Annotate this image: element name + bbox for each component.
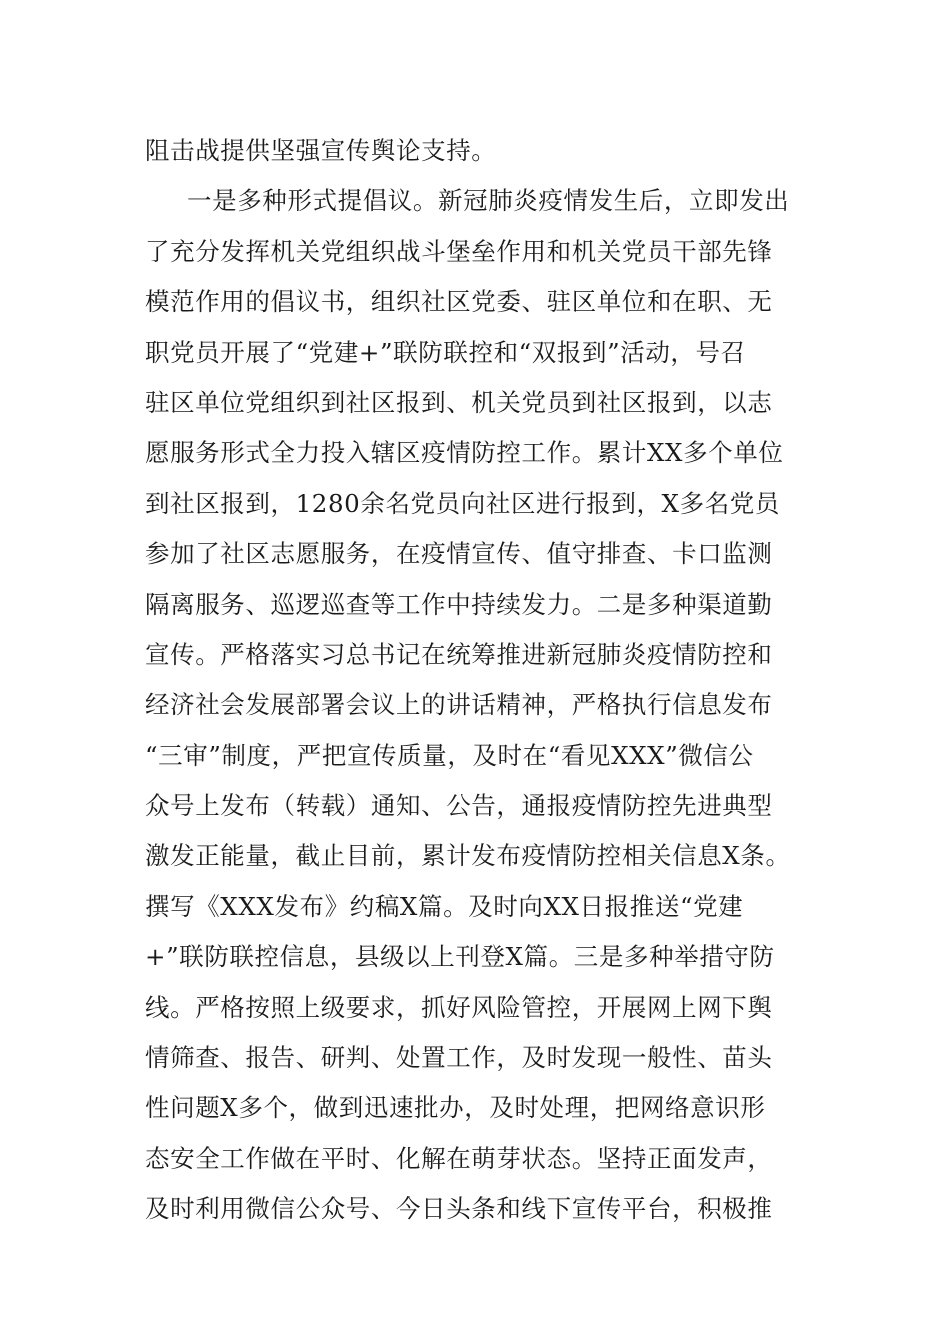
- paragraph-first-line: 一是多种形式提倡议。新冠肺炎疫情发生后，立即发出: [187, 186, 790, 216]
- text-line: “三审”制度，严把宣传质量，及时在“看见XXX”微信公: [145, 740, 754, 770]
- text-line: +”联防联控信息，县级以上刊登X篇。三是多种举措守防: [145, 942, 775, 972]
- text-line: 参加了社区志愿服务，在疫情宣传、值守排查、卡口监测: [145, 539, 773, 569]
- text-line: 阻击战提供坚强宣传舆论支持。: [145, 136, 497, 165]
- text-line: 到社区报到，1280余名党员向社区进行报到，X多名党员: [145, 488, 780, 518]
- text-line: 性问题X多个，做到迅速批办，及时处理，把网络意识形: [145, 1093, 766, 1123]
- text-line: 了充分发挥机关党组织战斗堡垒作用和机关党员干部先锋: [145, 236, 773, 266]
- text-line: 模范作用的倡议书，组织社区党委、驻区单位和在职、无: [145, 287, 773, 317]
- text-line: 职党员开展了“党建+”联防联控和“双报到”活动，号召: [145, 337, 746, 367]
- text-line: 撰写《XXX发布》约稿X篇。及时向XX日报推送“党建: [145, 891, 744, 921]
- text-line: 驻区单位党组织到社区报到、机关党员到社区报到，以志: [145, 387, 773, 417]
- text-line: 众号上发布（转载）通知、公告，通报疫情防控先进典型: [145, 791, 773, 821]
- text-line: 愿服务形式全力投入辖区疫情防控工作。累计XX多个单位: [145, 438, 784, 468]
- text-line: 情筛查、报告、研判、处置工作，及时发现一般性、苗头: [145, 1043, 773, 1073]
- text-line: 隔离服务、巡逻巡查等工作中持续发力。二是多种渠道勤: [145, 589, 773, 619]
- body-text: [145, 126, 825, 1235]
- text-line: 线。严格按照上级要求，抓好风险管控，开展网上网下舆: [145, 992, 773, 1022]
- text-line: 及时利用微信公众号、今日头条和线下宣传平台，积极推: [145, 1194, 773, 1224]
- text-line: 激发正能量，截止目前，累计发布疫情防控相关信息X条。: [145, 841, 791, 871]
- text-line: 经济社会发展部署会议上的讲话精神，严格执行信息发布: [145, 690, 773, 720]
- text-line: 宣传。严格落实习总书记在统筹推进新冠肺炎疫情防控和: [145, 639, 773, 669]
- text-line: 态安全工作做在平时、化解在萌芽状态。坚持正面发声，: [145, 1143, 773, 1173]
